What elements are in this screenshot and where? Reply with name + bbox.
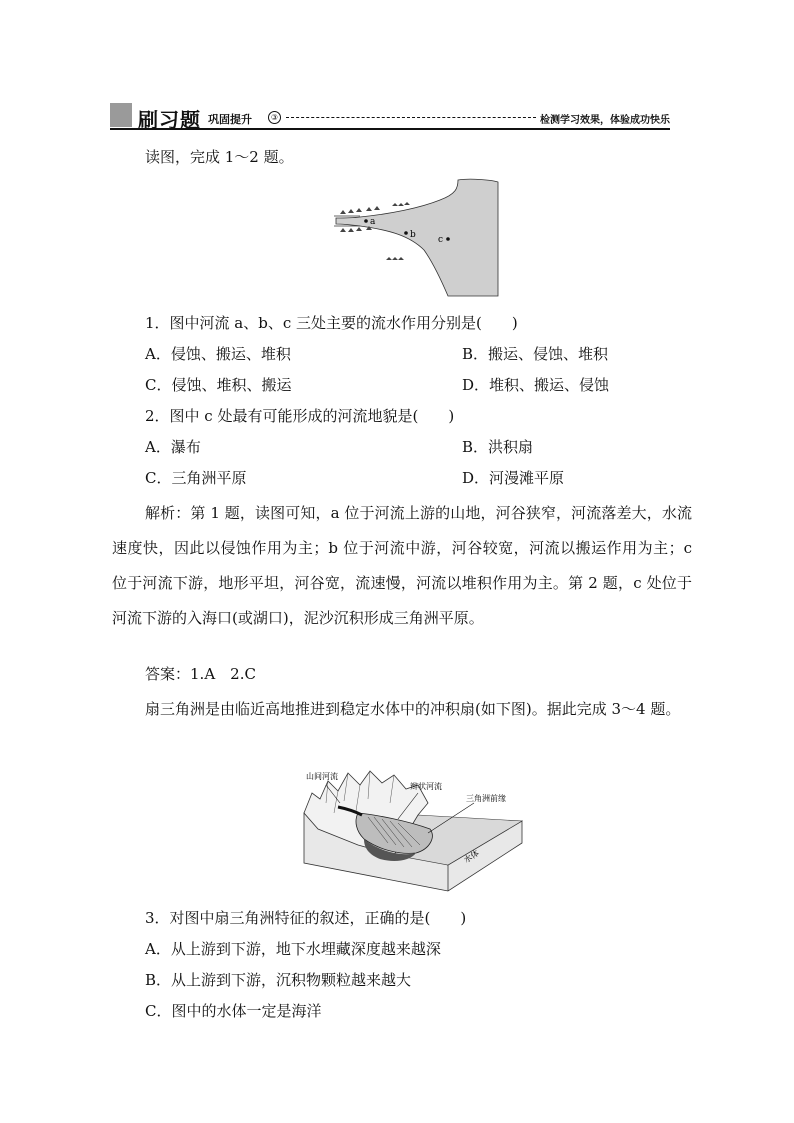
q2-option-a: A．瀑布: [145, 438, 201, 456]
q3-option-c: C．图中的水体一定是海洋: [145, 1002, 322, 1020]
analysis-label: 解析：: [145, 504, 191, 522]
label-a: a: [370, 217, 376, 227]
q2-option-c: C．三角洲平原: [145, 469, 247, 487]
q1-option-a: A．侵蚀、搬运、堆积: [145, 345, 291, 363]
answer-label: 答案：: [145, 665, 191, 683]
q1-option-b: B．搬运、侵蚀、堆积: [462, 345, 609, 363]
label-mountain-river: 山间河流: [306, 772, 338, 781]
q2-option-d: D．河漫滩平原: [462, 469, 565, 487]
q3-stem: 3．对图中扇三角洲特征的叙述，正确的是( ): [145, 909, 467, 927]
intro-text-2: 扇三角洲是由临近高地推进到稳定水体中的冲积扇(如下图)。据此完成 3～4 题。: [145, 700, 681, 718]
header-tab-block: [110, 103, 132, 127]
fan-delta-figure: [298, 763, 528, 893]
header-circle-number: ③: [268, 111, 281, 124]
q1-option-c: C．侵蚀、堆积、搬运: [145, 376, 292, 394]
section-header: [110, 103, 670, 132]
header-subtitle: 巩固提升: [208, 113, 252, 126]
point-c-dot: [446, 237, 450, 241]
answer-line: [145, 664, 256, 684]
q3-option-a: A．从上游到下游，地下水埋藏深度越来越深: [145, 940, 441, 958]
label-delta-front: 三角洲前缘: [466, 794, 506, 803]
header-title: 刷习题: [138, 108, 201, 132]
label-water-body: 水体: [462, 848, 481, 865]
q1-stem: 1．图中河流 a、b、c 三处主要的流水作用分别是( ): [145, 314, 518, 332]
label-c: c: [438, 235, 444, 245]
header-right-text: 检测学习效果，体验成功快乐: [540, 115, 670, 126]
river-figure: [330, 178, 500, 298]
label-b: b: [410, 230, 416, 240]
analysis-paragraph: [112, 496, 692, 636]
header-dashed-line: [286, 117, 536, 118]
point-b-dot: [404, 231, 408, 235]
point-a-dot: [364, 219, 368, 223]
analysis-text: 第 1 题，读图可知，a 位于河流上游的山地，河谷狭窄，河流落差大，水流速度快，因此以侵蚀作用为主；b 位于河流中游，河谷较宽，河流以搬运作用为主；c 位于河流下游，地形平坦，河谷宽，流速慢，河流以堆积作用为主。第 2 题，c 处位于河流下游的入海口(或湖口)，泥沙沉积形成三角洲平原。: [112, 504, 692, 627]
label-braided-river: 辫状河流: [410, 782, 442, 791]
q2-option-b: B．洪积扇: [462, 438, 534, 456]
intro-text-1: 读图，完成 1～2 题。: [145, 148, 294, 166]
q2-stem: 2．图中 c 处最有可能形成的河流地貌是( ): [145, 407, 455, 425]
answer-text: 1.A 2.C: [190, 665, 256, 683]
q1-option-d: D．堆积、搬运、侵蚀: [462, 376, 610, 394]
header-rule: [110, 128, 670, 130]
water-body-shape: [336, 179, 498, 296]
q3-option-b: B．从上游到下游，沉积物颗粒越来越大: [145, 971, 412, 989]
